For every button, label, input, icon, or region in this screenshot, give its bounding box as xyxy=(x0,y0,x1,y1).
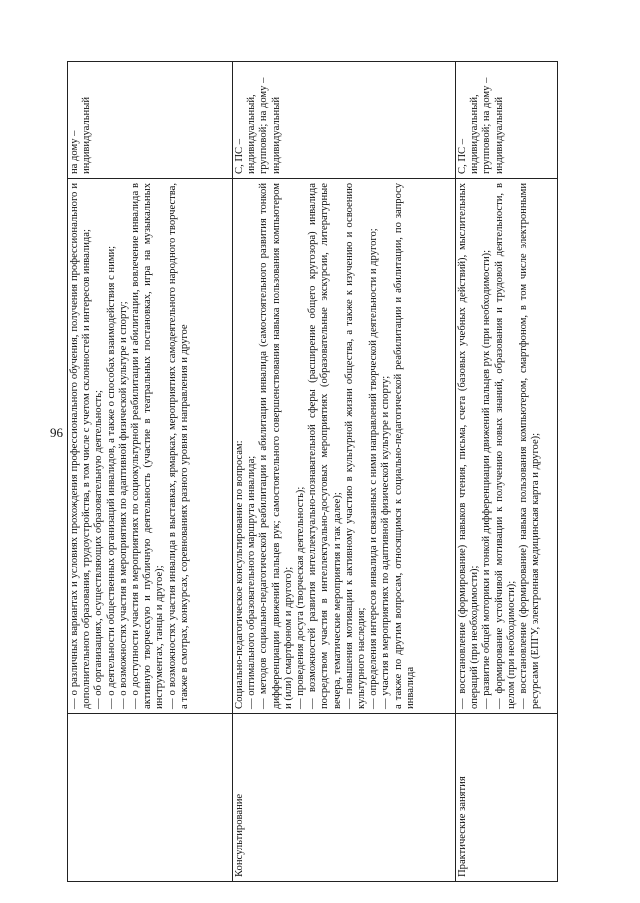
rotated-table-container xyxy=(67,62,557,882)
content-cell xyxy=(456,179,558,714)
content-cell xyxy=(68,179,233,714)
table-row xyxy=(456,62,558,882)
content-item: — о доступности участия в мероприятиях по социокультурной реабилитации и абилитации, вовлечение инвалида в активную творческую и публичную деятельность (участие в театральных постановках, игра на музыкальных инструментах, танцы и другое); xyxy=(130,183,166,709)
form-cell xyxy=(68,714,233,882)
content-heading: Социально-педагогическое консультирование по вопросам: xyxy=(234,440,245,709)
content-item: — о деятельности общественных организаций инвалидов, а также о способах взаимодействия с ними; xyxy=(105,245,117,709)
content-item: а также по другим вопросам, относящимся к социально-педагогической реабилитации и абилитации, по запросу инвалида xyxy=(392,183,416,709)
table-row xyxy=(233,62,456,882)
content-item: — восстановление (формирование) навыков чтения, письма, счета (базовых учебных действий), мыслительных операций (при необходимости); xyxy=(457,183,481,709)
mode-cell: С, ПС – индивидуальный, групповой; на дому – индивидуальный xyxy=(233,62,456,179)
page-number: 96 xyxy=(50,425,63,440)
content-item: — развитие общей моторики и тонкой дифференциации движений пальцев рук (при необходимости); xyxy=(481,249,493,709)
content-item: — методов социально-педагогической реабилитации и абилитации инвалида (самостоятельного развития тонкой дифференциации движений пальцев рук; самостоятельного совершенствования навыка пользования компьютером и (или) смартфоном и другого); xyxy=(258,183,294,709)
content-item: — о возможностях участия инвалида в выставках, ярмарках, мероприятиях самодеятельного народного творчества, а также в смотрах, конкурсах, соревнованиях разного уровня и направления и другое xyxy=(166,183,190,709)
mode-cell: на дому – индивидуальный xyxy=(68,62,233,179)
content-item: — оптимального образовательного маршрута инвалида; xyxy=(246,455,258,709)
content-item: — возможностей развития интеллектуально-познавательной сферы (расширение общего кругозора) инвалида посредством участия в интеллектуально-досуговых мероприятиях (образовательные экскурсии, литературные вечера, тематические мероприятия и так далее); xyxy=(307,183,343,709)
content-item: — об организациях, осуществляющих образовательную деятельность; xyxy=(93,390,105,709)
content-cell xyxy=(233,179,456,714)
rehabilitation-table xyxy=(67,61,558,882)
content-item: — о возможностях участия в мероприятиях по адаптивной физической культуре и спорту; xyxy=(117,301,129,709)
mode-cell: С, ПС – индивидуальный, групповой; на дому – индивидуальный xyxy=(456,62,558,179)
content-item: — восстановление (формирование) навыка пользования компьютером, смартфоном, в том числе электронными ресурсами (ЕПГУ, электронная медицинская карта и другое); xyxy=(518,183,542,709)
content-item: — участия в мероприятиях по адаптивной физической культуре и спорту; xyxy=(380,375,392,709)
content-item: — формирование устойчивой мотивации к получению новых знаний, образования и трудовой деятельности, в целом (при необходимости); xyxy=(493,183,517,709)
table-row xyxy=(68,62,233,882)
content-item: — о различных вариантах и условиях прохождения профессионального обучения, получения профессионального и дополнительного образования, трудоустройства, в том числе с учетом склонностей и интересов инвалида; xyxy=(69,183,93,709)
content-item: — повышения мотивации к активному участию в культурной жизни общества, а также к изучению и освоению культурного наследия; xyxy=(343,183,368,709)
form-cell: Консультирование xyxy=(233,714,456,882)
form-cell: Практические занятия xyxy=(456,714,558,882)
content-item: — проведения досуга (творческая деятельность); xyxy=(295,486,307,709)
content-item: — определения интересов инвалида и связанных с ними направлений творческой деятельности и другого; xyxy=(368,228,380,709)
